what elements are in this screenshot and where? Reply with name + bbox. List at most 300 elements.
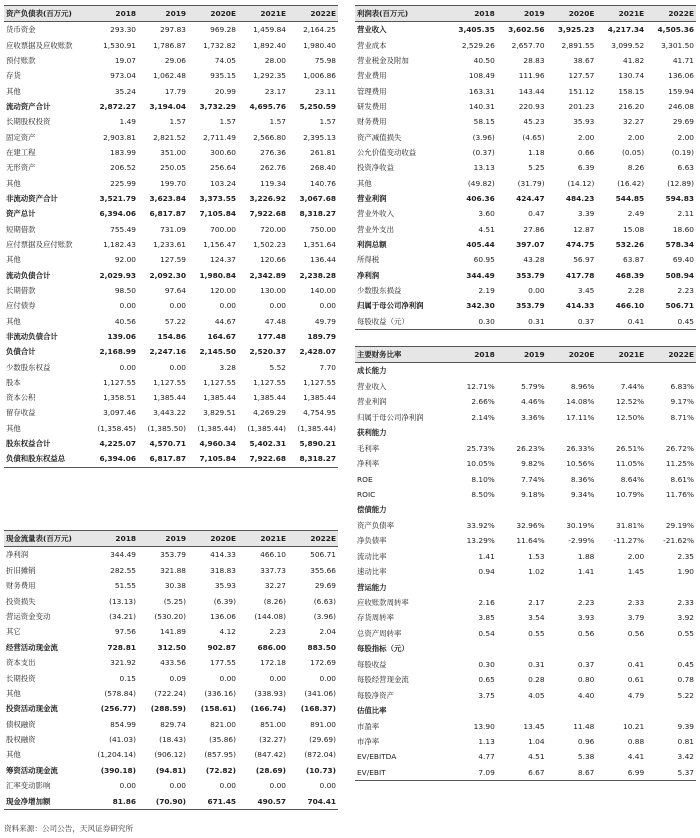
cell-value [547, 502, 597, 517]
table-row [4, 640, 338, 655]
cell-value: 130.74 [618, 71, 645, 81]
row-label: 毛利率 [357, 443, 380, 453]
cell-value: 829.74 [160, 719, 186, 729]
cell-value: 2,395.13 [303, 132, 336, 142]
cell-value: 32.96% [516, 520, 545, 530]
cell-value: 7,922.68 [249, 454, 286, 464]
cell-value: 0.00 [269, 301, 286, 311]
row-label: 净利润 [357, 270, 380, 280]
row-label: 市净率 [357, 736, 380, 746]
table-row [4, 22, 338, 38]
header-row [355, 347, 696, 363]
cell-value: 0.96 [577, 736, 595, 746]
cell-value: 13.45 [523, 721, 545, 731]
table-row [355, 191, 696, 206]
cell-value: 2.23 [269, 627, 286, 637]
cell-value: 4,570.71 [149, 439, 186, 449]
cell-value: 2,711.49 [203, 132, 236, 142]
cell-value: 854.99 [110, 719, 136, 729]
cell-value: 0.31 [528, 659, 545, 669]
cell-value: 29.69 [314, 581, 336, 591]
row-label: 留存收益 [6, 408, 36, 418]
financial-ratios-table [355, 346, 696, 781]
cell-value: 6,394.06 [99, 454, 136, 464]
cell-value: 417.78 [565, 270, 595, 280]
cell-value: 8.36% [570, 474, 595, 484]
cell-value: 1,182.43 [103, 239, 136, 249]
row-label: 公允价值变动收益 [357, 147, 417, 157]
table-row [4, 68, 338, 83]
table-row [355, 22, 696, 38]
row-label: 营业成本 [357, 40, 387, 50]
cell-value: 3,373.55 [199, 193, 236, 203]
table-row [4, 406, 338, 421]
table-row [355, 595, 696, 610]
year-header: 2018 [88, 6, 138, 22]
table-row [4, 298, 338, 313]
table-row [4, 222, 338, 237]
cell-value: 9.34% [570, 489, 595, 499]
row-label: 其他 [6, 688, 21, 698]
cell-value: 300.60 [210, 147, 236, 157]
cell-value: 30.19% [566, 520, 595, 530]
cell-value: 28.00 [264, 55, 286, 65]
table-row [355, 68, 696, 83]
cell-value: 0.94 [478, 567, 495, 577]
row-label: 应收票据及应收账款 [6, 40, 73, 50]
year-header: 2022E [288, 6, 338, 22]
cell-value: (14.12) [567, 178, 595, 188]
cell-value: 4,960.34 [199, 439, 236, 449]
cell-value: (3.96) [313, 611, 336, 621]
cell-value: 1.57 [169, 117, 186, 127]
cell-value: 17.79 [164, 86, 186, 96]
cell-value: 2.33 [677, 598, 694, 608]
cell-value: 3,443.22 [153, 408, 186, 418]
cell-value: 318.83 [210, 565, 236, 575]
table-row [355, 283, 696, 298]
cell-value: 11.64% [516, 536, 545, 546]
cell-value [447, 425, 497, 440]
cell-value: 57.22 [164, 316, 186, 326]
cell-value: 0.66 [577, 147, 595, 157]
cell-value [646, 502, 696, 517]
cell-value: 4.79 [627, 690, 645, 700]
cell-value: 30.38 [164, 581, 186, 591]
year-header: 2019 [138, 531, 188, 547]
cell-value: 60.95 [473, 255, 495, 265]
table-row [4, 53, 338, 68]
row-label: 归属于母公司净利润 [357, 412, 424, 422]
row-label: 在建工程 [6, 147, 36, 157]
cell-value: 0.30 [478, 659, 495, 669]
cell-value: 26.23% [516, 443, 545, 453]
cell-value: 1.02 [528, 567, 545, 577]
cell-value: 8.64% [620, 474, 645, 484]
cell-value: 506.71 [665, 301, 694, 311]
cell-value: 2,342.89 [249, 270, 286, 280]
table-row [355, 487, 696, 502]
cell-value: 4.12 [219, 627, 236, 637]
table-row [355, 394, 696, 409]
table-row [4, 421, 338, 436]
row-label: 货币资金 [6, 25, 36, 35]
cell-value [497, 502, 547, 517]
cell-value: 902.87 [207, 642, 236, 652]
cell-value: 14.08% [566, 397, 595, 407]
cell-value: 1,980.40 [303, 40, 336, 50]
cell-value: 3,623.84 [149, 193, 186, 203]
row-label: 投资损失 [6, 596, 36, 606]
table-row [4, 390, 338, 405]
cell-value: (1,385.44) [247, 423, 286, 433]
cell-value: 532.26 [615, 239, 645, 249]
cell-value: 29.69 [672, 117, 694, 127]
cell-value: 41.71 [672, 55, 694, 65]
cash-flow-table [4, 530, 338, 810]
cell-value [646, 425, 696, 440]
row-label: 净负债率 [357, 536, 387, 546]
cell-value: (144.08) [254, 611, 286, 621]
cell-value: (6.63) [313, 596, 336, 606]
cell-value: 397.07 [516, 239, 545, 249]
table-row [355, 53, 696, 68]
cell-value: 3.39 [577, 209, 595, 219]
cell-value: 7.74% [521, 474, 545, 484]
cell-value: 23.17 [264, 86, 286, 96]
cell-value: 1,006.86 [303, 71, 336, 81]
cell-value: 2.23 [577, 598, 595, 608]
table-row [4, 436, 338, 451]
table-row [4, 794, 338, 810]
cell-value: 81.86 [112, 796, 136, 806]
cell-value: (1,204.14) [97, 750, 136, 760]
cell-value: 9.18% [521, 489, 545, 499]
cell-value: 124.37 [210, 255, 236, 265]
table-row [355, 456, 696, 471]
cell-value: 13.29% [466, 536, 495, 546]
cell-value: 2.11 [677, 209, 694, 219]
cell-value: (0.37) [472, 147, 495, 157]
cell-value: 282.55 [110, 565, 136, 575]
cell-value: 38.67 [573, 55, 595, 65]
cell-value: 7,105.84 [199, 454, 236, 464]
year-header: 2020E [547, 6, 597, 22]
year-header: 2021E [238, 6, 288, 22]
cell-value: (41.03) [109, 735, 136, 745]
row-label: 股东权益合计 [6, 439, 51, 449]
cell-value: 5,402.31 [249, 439, 286, 449]
row-label: 净利率 [357, 459, 380, 469]
cell-value: (168.37) [300, 704, 336, 714]
table-row [4, 701, 338, 716]
cell-value: 0.37 [577, 316, 595, 326]
cell-value: 9.39 [677, 721, 694, 731]
cell-value: 32.27 [264, 581, 286, 591]
table-row [4, 747, 338, 762]
cell-value: 7,105.84 [199, 209, 236, 219]
cell-value: 0.15 [119, 673, 136, 683]
row-label: 汇率变动影响 [6, 781, 51, 791]
table-row [355, 222, 696, 237]
cell-value: 1.49 [119, 117, 136, 127]
cell-value: 0.78 [677, 675, 694, 685]
cell-value [547, 425, 597, 440]
cell-value: 6.63 [677, 163, 694, 173]
row-label: ROE [357, 474, 373, 484]
cell-value: 3,829.51 [203, 408, 236, 418]
row-label: 资产减值损失 [357, 132, 402, 142]
year-header: 2019 [497, 6, 547, 22]
table-row [355, 719, 696, 734]
cell-value: (390.18) [100, 765, 136, 775]
table-row [355, 160, 696, 175]
cell-value: 172.18 [260, 658, 286, 668]
cell-value: 31.81% [616, 520, 645, 530]
cell-value: 12.50% [616, 412, 645, 422]
table-row [355, 626, 696, 641]
row-label: 其他 [6, 178, 21, 188]
cell-value: 4,225.07 [99, 439, 136, 449]
cell-value: 2,566.80 [253, 132, 286, 142]
cell-value: 0.00 [219, 673, 236, 683]
cell-value: 29.19% [665, 520, 694, 530]
cell-value: 9.82% [521, 459, 545, 469]
cell-value: 1.45 [627, 567, 645, 577]
cell-value: 151.12 [568, 86, 595, 96]
cell-value: 1,127.55 [103, 377, 136, 387]
cell-value: 120.00 [210, 285, 236, 295]
cell-value: 0.45 [677, 316, 694, 326]
cell-value: 344.49 [466, 270, 495, 280]
row-label: 股权融资 [6, 735, 36, 745]
cell-value: 3,732.29 [199, 101, 236, 111]
year-header: 2018 [447, 347, 497, 363]
cell-value: 4,695.76 [249, 101, 286, 111]
cell-value: 5.52 [269, 362, 286, 372]
cell-value: 250.05 [160, 163, 186, 173]
cell-value [596, 580, 646, 595]
cell-value: 0.55 [677, 628, 694, 638]
cell-value: 136.06 [210, 611, 236, 621]
row-label: 流动资产合计 [6, 101, 51, 111]
cell-value: 3.45 [577, 285, 595, 295]
cell-value: 883.50 [307, 642, 336, 652]
cell-value: 508.94 [665, 270, 694, 280]
section-row [355, 425, 696, 440]
row-label: 长期投资 [6, 673, 36, 683]
cell-value: (1,385.44) [297, 423, 336, 433]
cell-value: 594.83 [665, 193, 694, 203]
cell-value: 297.83 [160, 25, 186, 35]
table-row [355, 765, 696, 781]
row-label: 每股经营现金流 [357, 675, 409, 685]
cell-value: (1,358.45) [97, 423, 136, 433]
cell-value: 35.93 [214, 581, 236, 591]
cell-value: (6.39) [213, 596, 236, 606]
row-label: 长期借款 [6, 285, 36, 295]
cell-value: 3,521.79 [99, 193, 136, 203]
table-row [4, 778, 338, 793]
cell-value: (3.96) [472, 132, 495, 142]
cell-value [646, 580, 696, 595]
cell-value: (0.05) [621, 147, 645, 157]
cell-value [497, 641, 547, 656]
cell-value: 1,127.55 [303, 377, 336, 387]
row-label: 偿债能力 [357, 505, 387, 515]
cell-value: 97.56 [114, 627, 136, 637]
cell-value [646, 641, 696, 656]
cell-value: -11.27% [613, 536, 645, 546]
cell-value: 720.00 [260, 224, 286, 234]
cell-value: 26.33% [566, 443, 595, 453]
cell-value: 189.79 [307, 331, 336, 341]
cell-value: 2,238.28 [299, 270, 336, 280]
cell-value: 2,657.70 [511, 40, 545, 50]
cell-value: 7.70 [319, 362, 336, 372]
table-row [4, 375, 338, 390]
row-label: 少数股东权益 [6, 362, 51, 372]
cell-value: 1.04 [528, 736, 545, 746]
table-row [4, 176, 338, 191]
cell-value: 0.28 [528, 675, 545, 685]
cell-value: 12.71% [466, 381, 495, 391]
year-header: 2019 [497, 347, 547, 363]
row-label: 成长能力 [357, 366, 387, 376]
cell-value: 2,872.27 [99, 101, 136, 111]
table-row [355, 688, 696, 703]
table-row [4, 686, 338, 701]
year-header: 2021E [238, 531, 288, 547]
cell-value: 1,502.23 [253, 239, 286, 249]
cell-value: 33.92% [466, 520, 495, 530]
row-label: 营业外支出 [357, 224, 394, 234]
cell-value: 5.22 [677, 690, 694, 700]
cell-value: 2.66% [471, 397, 495, 407]
cell-value: 686.00 [257, 642, 286, 652]
row-label: 营业利润 [357, 397, 387, 407]
row-label: 营业收入 [357, 381, 387, 391]
cell-value: (256.77) [100, 704, 136, 714]
cell-value: 4,217.34 [607, 25, 645, 35]
table-row [355, 734, 696, 749]
table-row [4, 160, 338, 175]
cell-value: 4.05 [528, 690, 545, 700]
cell-value: 4,505.36 [657, 25, 694, 35]
table-row [355, 237, 696, 252]
cell-value: 8.50% [471, 489, 495, 499]
year-header: 2019 [138, 6, 188, 22]
cell-value: 1,062.48 [153, 71, 186, 81]
cell-value: (35.86) [209, 735, 236, 745]
row-label: 其它 [6, 627, 21, 637]
cell-value [596, 363, 646, 379]
row-label: 资本公积 [6, 393, 36, 403]
cell-value: 3.60 [478, 209, 495, 219]
row-label: 其他 [357, 178, 372, 188]
cell-value: 0.31 [528, 316, 545, 326]
row-label: 营业税金及附加 [357, 55, 409, 65]
table-row [4, 38, 338, 53]
section-row [355, 703, 696, 718]
year-header: 2020E [188, 6, 238, 22]
cell-value: 0.00 [119, 781, 136, 791]
cell-value: 12.87 [573, 224, 595, 234]
cell-value: (1,385.50) [147, 423, 186, 433]
row-label: 经营活动现金流 [6, 642, 58, 652]
table-row [4, 145, 338, 160]
table-row [355, 379, 696, 394]
cell-value: 1.88 [577, 551, 595, 561]
cell-value: 8.61% [670, 474, 694, 484]
section-row [355, 502, 696, 517]
cell-value: 140.00 [310, 285, 336, 295]
cell-value: 1,385.44 [253, 393, 286, 403]
cell-value: 0.00 [319, 673, 336, 683]
cell-value: 75.98 [314, 55, 336, 65]
cell-value: 466.10 [260, 550, 286, 560]
cell-value: 8.67 [577, 767, 595, 777]
cell-value: (12.89) [667, 178, 694, 188]
cell-value: (1,385.44) [197, 423, 236, 433]
cell-value: 2.19 [478, 285, 495, 295]
cell-value: 8.71% [670, 412, 694, 422]
row-label: 每股收益 [357, 659, 387, 669]
cell-value: 41.82 [623, 55, 645, 65]
cell-value: 11.05% [616, 459, 645, 469]
table-row [4, 563, 338, 578]
cell-value: 0.41 [627, 659, 645, 669]
cell-value: 3.54 [528, 613, 545, 623]
cell-value: (166.74) [250, 704, 286, 714]
cell-value: 891.00 [310, 719, 336, 729]
cell-value: 0.00 [169, 301, 186, 311]
cell-value: 969.28 [210, 25, 236, 35]
year-header: 2020E [188, 531, 238, 547]
cell-value: 2,891.55 [561, 40, 595, 50]
cell-value: 1,358.51 [103, 393, 136, 403]
cell-value: 1.18 [528, 147, 545, 157]
cell-value: 2.28 [627, 285, 645, 295]
cell-value: (158.61) [200, 704, 236, 714]
row-label: 负债和股东权益总 [6, 454, 66, 464]
cell-value: 2.00 [577, 132, 595, 142]
row-label: 股本 [6, 377, 21, 387]
cell-value: 3.36% [521, 412, 545, 422]
cell-value: (31.79) [517, 178, 545, 188]
row-label: 债权融资 [6, 719, 36, 729]
cell-value: 183.99 [110, 147, 136, 157]
cell-value: 1,127.55 [203, 377, 236, 387]
cell-value: 0.80 [577, 675, 595, 685]
cell-value: 5.38 [577, 752, 595, 762]
cell-value [447, 641, 497, 656]
cell-value: 2.23 [677, 285, 694, 295]
cell-value: 276.36 [260, 147, 286, 157]
cell-value: 0.56 [627, 628, 645, 638]
cell-value: 40.56 [114, 316, 136, 326]
cell-value: 0.00 [269, 673, 286, 683]
cell-value [547, 580, 597, 595]
cell-value: 58.15 [473, 117, 495, 127]
income-statement-table [355, 5, 696, 330]
cell-value [547, 363, 597, 379]
cell-value: (94.81) [155, 765, 186, 775]
cell-value [596, 425, 646, 440]
cell-value: 1.13 [478, 736, 495, 746]
cell-value: (8.26) [263, 596, 286, 606]
year-header: 2022E [288, 531, 338, 547]
